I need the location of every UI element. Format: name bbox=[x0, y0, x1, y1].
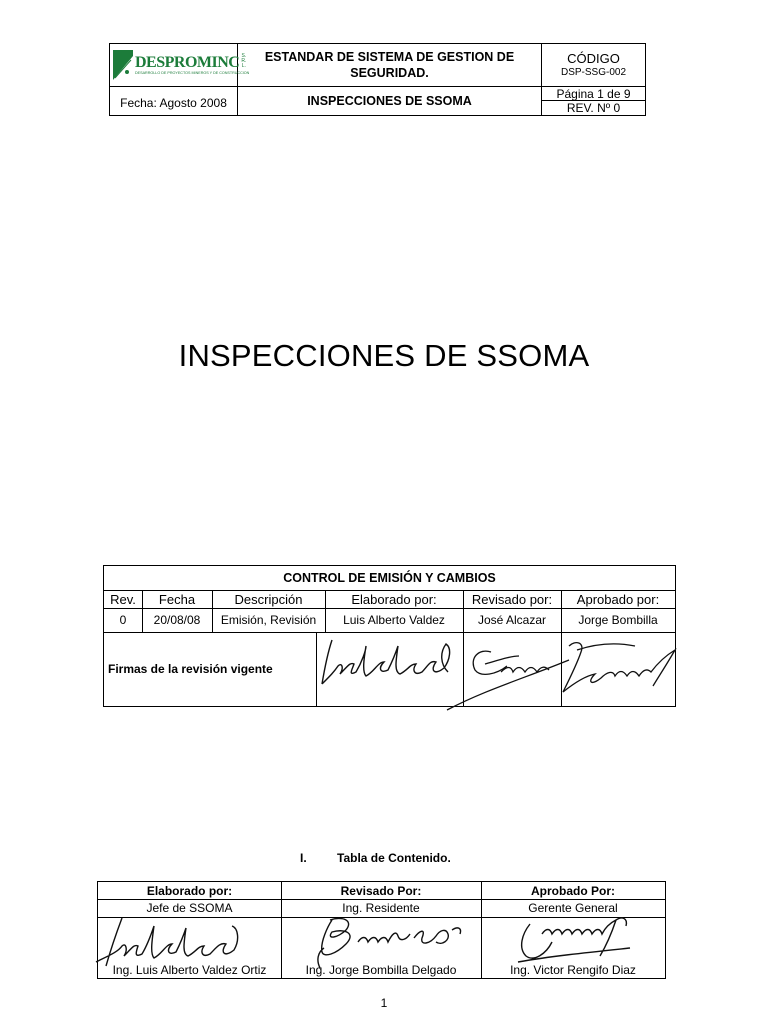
header-page: Página 1 de 9 bbox=[542, 87, 645, 101]
code-label: CÓDIGO bbox=[567, 51, 620, 66]
sig-header-revisado: Revisado Por: bbox=[340, 883, 422, 898]
signature-luis-valdez-icon bbox=[92, 912, 242, 974]
header-date: Fecha: Agosto 2008 bbox=[110, 87, 238, 115]
sig-role-elaborado: Jefe de SSOMA bbox=[146, 901, 233, 915]
sig-name-elaborado: Ing. Luis Alberto Valdez Ortiz bbox=[112, 963, 267, 977]
control-header-aprobado: Aprobado por: bbox=[576, 591, 660, 607]
sig-role-revisado: Ing. Residente bbox=[342, 901, 420, 915]
control-cell-revisado: José Alcazar bbox=[477, 613, 547, 627]
logo-tagline: DESARROLLO DE PROYECTOS MINEROS Y DE CONSTRUCCION bbox=[135, 71, 250, 75]
control-cell-descripcion: Emisión, Revisión bbox=[220, 613, 317, 627]
toc-number: I. bbox=[300, 851, 307, 865]
control-header-fecha: Fecha bbox=[158, 591, 196, 607]
control-cell-aprobado: Jorge Bombilla bbox=[578, 613, 658, 627]
header-revision: REV. Nº 0 bbox=[566, 101, 621, 115]
document-title: INSPECCIONES DE SSOMA bbox=[178, 338, 590, 373]
control-cell-fecha: 20/08/08 bbox=[153, 613, 201, 627]
header-subtitle: INSPECCIONES DE SSOMA bbox=[238, 87, 542, 115]
company-logo bbox=[110, 44, 250, 87]
header-code-cell bbox=[542, 44, 645, 87]
page-number: 1 bbox=[380, 996, 388, 1010]
sig-header-aprobado: Aprobado Por: bbox=[531, 883, 615, 898]
sig-header-elaborado: Elaborado por: bbox=[146, 883, 233, 898]
logo-srl: S. R. L. bbox=[241, 53, 247, 69]
control-header-revisado: Revisado por: bbox=[471, 591, 553, 607]
signature-valdez-icon bbox=[318, 632, 458, 692]
signatures-label: Firmas de la revisión vigente bbox=[108, 662, 273, 676]
signature-alcazar-bombilla-icon bbox=[445, 630, 685, 715]
control-table-title: CONTROL DE EMISIÓN Y CAMBIOS bbox=[283, 571, 496, 585]
toc-heading bbox=[300, 851, 451, 865]
sig-name-revisado: Ing. Jorge Bombilla Delgado bbox=[305, 963, 457, 977]
header-title: ESTANDAR DE SISTEMA DE GESTION DE SEGURIDAD. bbox=[238, 44, 542, 87]
control-header-rev: Rev. bbox=[110, 591, 136, 607]
sig-role-aprobado: Gerente General bbox=[528, 901, 618, 915]
control-cell-elaborado: Luis Alberto Valdez bbox=[343, 613, 445, 627]
control-header-elaborado: Elaborado por: bbox=[351, 591, 437, 607]
signature-victor-rengifo-icon bbox=[512, 912, 642, 968]
document-header bbox=[109, 43, 646, 116]
sig-name-aprobado: Ing. Victor Rengifo Diaz bbox=[510, 963, 636, 977]
signature-jorge-bombilla-icon bbox=[302, 912, 472, 972]
control-header-descripcion: Descripción bbox=[234, 591, 303, 607]
logo-name: DESPROMINC bbox=[135, 54, 240, 71]
control-cell-rev: 0 bbox=[119, 613, 127, 627]
toc-label: Tabla de Contenido. bbox=[337, 851, 451, 865]
code-value: DSP-SSG-002 bbox=[560, 67, 627, 78]
logo-mark-icon bbox=[113, 50, 133, 80]
